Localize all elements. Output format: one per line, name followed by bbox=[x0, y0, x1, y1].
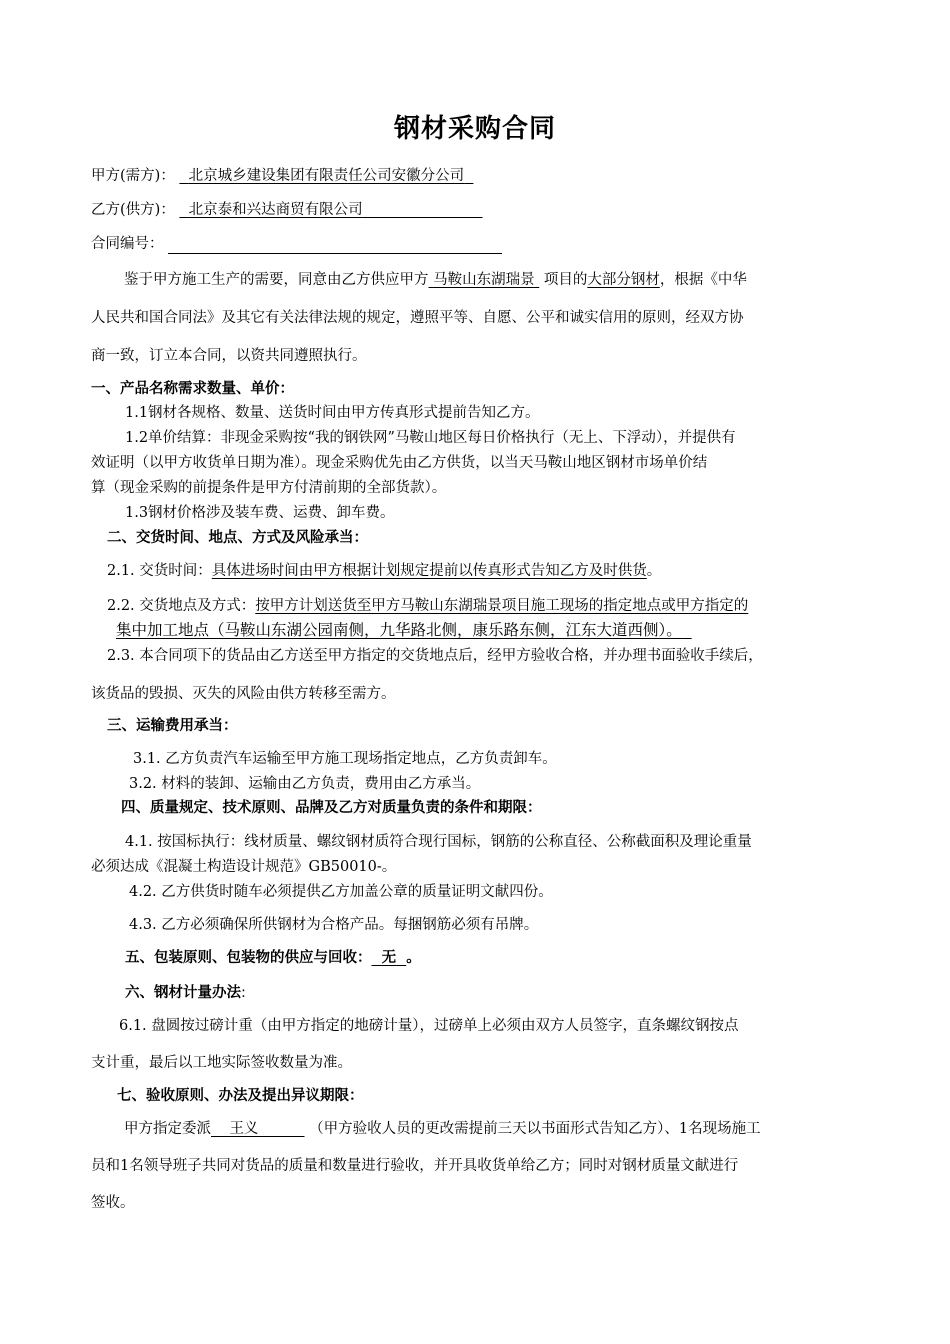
clause-4-2: 4.2. 乙方供货时随车必须提供乙方加盖公章的质量证明文献四份。 bbox=[129, 884, 553, 900]
clause-2-3-line-1: 2.3. 本合同项下的货品由乙方送至甲方指定的交货地点后，经甲方验收合格，并办理书面验收手续后， bbox=[107, 648, 763, 664]
clause-1-2-line-2: 效证明（以甲方收货单日期为准）。现金采购优先由乙方供货，以当天马鞍山地区钢材市场单价结 bbox=[91, 455, 708, 471]
contract-number-line bbox=[91, 234, 502, 254]
party-a-line bbox=[91, 166, 473, 186]
preamble-line-3: 商一致，订立本合同，以资共同遵照执行。 bbox=[91, 348, 367, 364]
acceptance-line-3: 签收。 bbox=[91, 1195, 135, 1211]
clause-2-2-line-2 bbox=[116, 620, 692, 640]
section-7-heading: 七、验收原则、办法及提出异议期限： bbox=[117, 1088, 364, 1104]
section-6-heading: 六、钢材计量办法: bbox=[125, 985, 246, 1001]
clause-2-2-line-1: 2.2. 交货地点及方式：按甲方计划送货至甲方马鞍山东湖瑞景项目施工现场的指定地点或甲方指定的 bbox=[107, 598, 749, 614]
clause-1-3: 1.3钢材价格涉及装车费、运费、卸车费。 bbox=[125, 505, 395, 521]
contract-number-blank bbox=[168, 235, 502, 254]
clause-6-1-line-1: 6.1. 盘圆按过磅计重（由甲方指定的地磅计量），过磅单上必须由双方人员签字，直条螺纹钢按点 bbox=[119, 1018, 739, 1034]
clause-6-1-line-2: 支计重，最后以工地实际签收数量为准。 bbox=[91, 1055, 352, 1071]
party-a-label: 甲方(需方)： bbox=[91, 168, 175, 184]
clause-4-1-line-1: 4.1. 按国标执行：线材质量、螺纹钢材质符合现行国标，钢筋的公称直径、公称截面积及理论重量 bbox=[125, 834, 752, 850]
clause-1-2-line-3: 算（现金采购的前提条件是甲方付清前期的全部货款）。 bbox=[91, 480, 447, 496]
clause-1-1: 1.1钢材各规格、数量、送货时间由甲方传真形式提前告知乙方。 bbox=[125, 405, 540, 421]
preamble-line-2: 人民共和国合同法》及其它有关法律法规的规定，遵照平等、自愿、公平和诚实信用的原则，经双方协 bbox=[91, 310, 744, 326]
clause-1-2-line-1: 1.2单价结算：非现金采购按“我的钢铁网”马鞍山地区每日价格执行（无上、下浮动），并提供有 bbox=[125, 430, 736, 446]
party-a-value: 北京城乡建设集团有限责任公司安徽分公司 bbox=[188, 168, 465, 184]
document-title: 钢材采购合同 bbox=[393, 114, 556, 144]
clause-4-3: 4.3. 乙方必须确保所供钢材为合格产品。每捆钢筋必须有吊牌。 bbox=[129, 917, 539, 933]
delivery-place-line-2: 集中加工地点（马鞍山东湖公园南侧，九华路北侧，康乐路东侧，江东大道西侧）。 bbox=[116, 621, 682, 639]
delivery-place-line-1: 按甲方计划送货至甲方马鞍山东湖瑞景项目施工现场的指定地点或甲方指定的 bbox=[255, 598, 749, 614]
clause-3-1: 3.1. 乙方负责汽车运输至甲方施工现场指定地点，乙方负责卸车。 bbox=[133, 751, 557, 767]
project-name: 马鞍山东湖瑞景 bbox=[433, 272, 535, 288]
inspector-name: 王义 bbox=[229, 1121, 259, 1137]
contract-number-label: 合同编号： bbox=[91, 236, 164, 252]
section-4-heading: 四、质量规定、技术原则、品牌及乙方对质量负责的条件和期限： bbox=[121, 800, 542, 816]
section-1-heading: 一、产品名称需求数量、单价： bbox=[91, 381, 294, 397]
party-b-line bbox=[91, 200, 483, 220]
party-b-value: 北京泰和兴达商贸有限公司 bbox=[188, 202, 363, 218]
supply-scope: 大部分钢材 bbox=[587, 272, 660, 288]
party-b-label: 乙方(供方)： bbox=[91, 202, 175, 218]
acceptance-line-1: 甲方指定委派 王义 （甲方验收人员的更改需提前三天以书面形式告知乙方）、1名现场施工 bbox=[124, 1121, 761, 1137]
section-3-heading: 三、运输费用承当： bbox=[107, 718, 238, 734]
clause-2-3-line-2: 该货品的毁损、灭失的风险由供方转移至需方。 bbox=[91, 686, 396, 702]
section-5-heading: 五、包装原则、包装物的供应与回收： 无 。 bbox=[125, 950, 421, 966]
clause-4-1-line-2: 必须达成《混凝土构造设计规范》GB50010-。 bbox=[91, 859, 397, 875]
section-2-heading: 二、交货时间、地点、方式及风险承当： bbox=[107, 530, 368, 546]
preamble-line-1: 鉴于甲方施工生产的需要，同意由乙方供应甲方 马鞍山东湖瑞景 项目的大部分钢材，根据《中华 bbox=[124, 272, 747, 288]
packaging-value: 无 bbox=[381, 950, 397, 966]
acceptance-line-2: 员和1名领导班子共同对货品的质量和数量进行验收，并开具收货单给乙方；同时对钢材质量文献进行 bbox=[91, 1158, 739, 1174]
clause-2-1: 2.1. 交货时间：具体进场时间由甲方根据计划规定提前以传真形式告知乙方及时供货。 bbox=[107, 563, 662, 579]
clause-3-2: 3.2. 材料的装卸、运输由乙方负责，费用由乙方承当。 bbox=[129, 776, 481, 792]
delivery-time: 具体进场时间由甲方根据计划规定提前以传真形式告知乙方及时供货 bbox=[211, 563, 647, 579]
